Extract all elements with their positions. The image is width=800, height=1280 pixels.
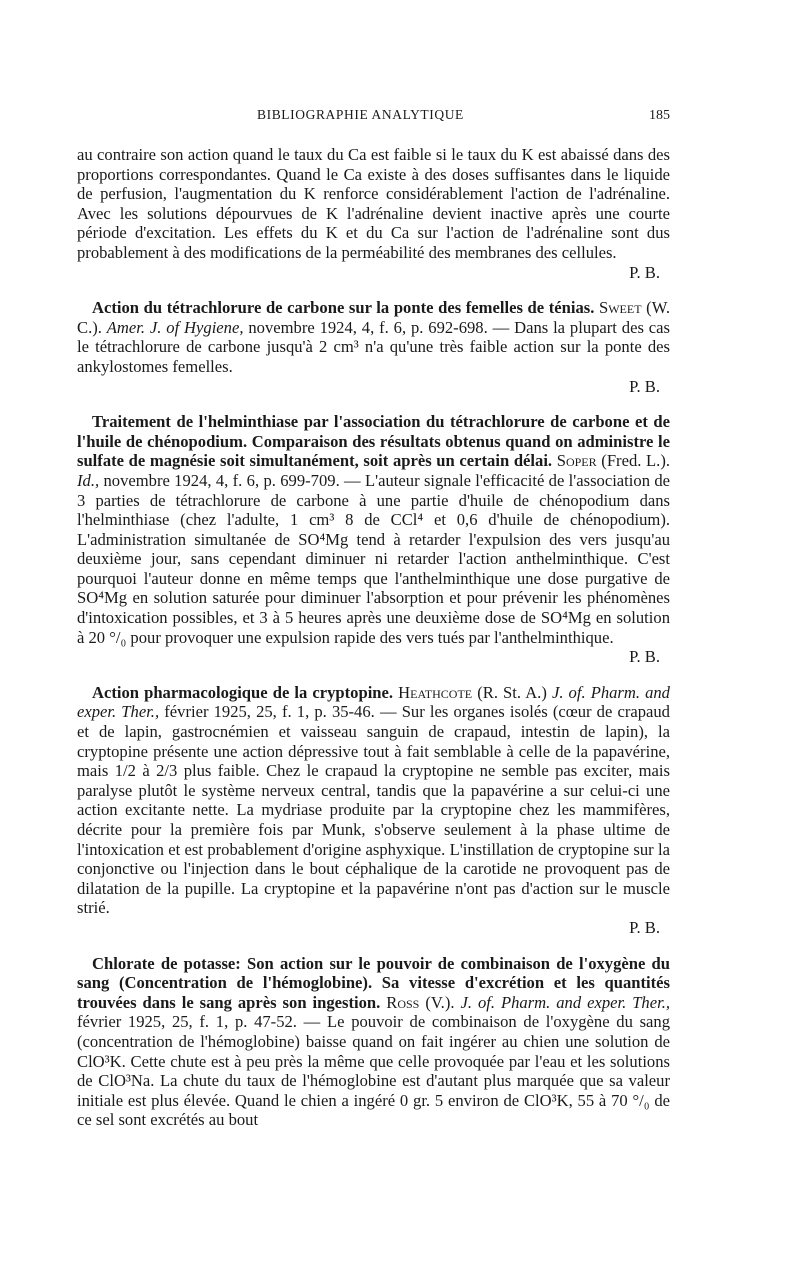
entry-body: Le pouvoir de combinaison de l'oxygène du sang (concentration de l'hémoglobine) baisse quand on fait ingérer au chien une solution de ClO³K. Cette chute est à peu près la même que celle provoquée par l'eau et les solutions de ClO³Na. La chute du taux de l'hémoglobine est d'autant plus marquée que sa valeur initiale est plus élevée. Quand le chien a ingéré 0 gr. 5 environ de ClO³K, 55 à 70 °/₀ de ce sel sont excrétés au bout — [77, 1012, 670, 1130]
entry-journal: J. of. Pharm. and exper. Ther., — [460, 992, 671, 1012]
continuation-signature: P. B. — [629, 262, 660, 282]
entry-text — [77, 954, 670, 1130]
entry-title: Chlorate de potasse: Son action sur le pouvoir de combinaison de l'oxygène du sang (Concentration de l'hémoglobine). Sa vitesse d'excrétion et les quantités trouvées dans le sang après son ingestion. — [77, 953, 670, 1012]
continuation-paragraph — [77, 145, 670, 282]
entry-author: Soper — [556, 451, 597, 471]
entry-author-initials: (Fred. L.). — [601, 451, 670, 471]
entry-author: Heathcote — [398, 682, 473, 702]
entry-title: Traitement de l'helminthiase par l'association du tétrachlorure de carbone et de l'huile de chénopodium. Comparaison des résultats obtenus quand on administre le sulfate de magnésie soit simultanément, soit après un certain délai. — [77, 412, 670, 471]
running-title: BIBLIOGRAPHIE ANALYTIQUE — [257, 107, 464, 122]
entry-signature: P. B. — [629, 917, 660, 937]
entry-journal: J. of. Pharm. and exper. Ther., — [77, 682, 670, 722]
entry-journal: Amer. J. of Hygiene, — [106, 317, 244, 337]
entry-journal: Id., — [77, 470, 100, 490]
entry-text — [77, 298, 670, 376]
continuation-text: au contraire son action quand le taux du Ca est faible si le taux du K est abaissé dans des proportions correspondantes. Quand le Ca existe à des doses suffisantes dans le liquide de perfusion, l'augmentation du K renforce considérablement l'action de l'adrénaline. Avec les solutions dépourvues de K l'adrénaline devient inactive après une courte période d'excitation. Les effets du K et du Ca sur l'action de l'adrénaline sont dus probablement à des modifications de la perméabilité des membranes des cellules. — [77, 145, 670, 262]
entry-title: Action pharmacologique de la cryptopine. — [92, 682, 394, 702]
page-number: 185 — [649, 108, 670, 123]
entry-author: Sweet — [599, 298, 642, 318]
entry-title: Action du tétrachlorure de carbone sur la ponte des femelles de ténias. — [92, 298, 595, 318]
entry-body: L'auteur signale l'efficacité de l'association de 3 parties de tétrachlorure de carbone à une partie d'huile de chénopodium dans l'helminthiase (chez l'adulte, 1 cm³ 8 de CCl⁴ et 0,6 d'huile de chénopodium). L'administration simultanée de SO⁴Mg tend à retarder l'expulsion des vers jusqu'au deuxième jour, sans cependant diminuer ni retarder l'action anthelminthique. C'est pourquoi l'auteur donne en même temps que l'anthelminthique une dose purgative de SO⁴Mg en solution saturée pour diminuer l'absorption et pour prévenir les phénomènes d'intoxication possibles, et 3 à 5 heures après une deuxième dose de SO⁴Mg en solution à 20 °/₀ pour provoquer une expulsion rapide des vers tués par l'anthelminthique. — [77, 470, 670, 647]
entry-body: Dans la plupart des cas le tétrachlorure de carbone jusqu'à 2 cm³ n'a qu'une très faible action sur la ponte des ankylostomes femelles. — [77, 317, 670, 376]
bibliography-entry — [77, 683, 670, 938]
entry-author: Ross — [386, 992, 420, 1012]
entry-author-initials: (V.). — [425, 992, 455, 1012]
bibliography-entry — [77, 298, 670, 396]
bibliography-entry — [77, 954, 670, 1130]
entry-reference: novembre 1924, 4, f. 6, p. 692-698. — — [248, 317, 510, 337]
entry-text — [77, 412, 670, 647]
page-content — [77, 145, 670, 1130]
entry-reference: février 1925, 25, f. 1, p. 47-52. — — [77, 1012, 321, 1032]
entry-signature: P. B. — [629, 647, 660, 667]
entry-reference: novembre 1924, 4, f. 6, p. 699-709. — — [103, 470, 361, 490]
running-header — [77, 0, 670, 133]
entry-author-initials: (W. C.). — [77, 298, 670, 337]
entry-signature: P. B. — [629, 376, 660, 396]
entry-text — [77, 683, 670, 918]
entry-reference: février 1925, 25, f. 1, p. 35-46. — — [164, 702, 397, 722]
entry-body: Sur les organes isolés (cœur de crapaud et de lapin, gastrocnémien et vaisseau sanguin de crapaud, intestin de lapin), la cryptopine présente une action dépressive tout à fait semblable à celle de la papavérine, mais 1/2 à 2/3 plus faible. Chez le crapaud la cryptopine ne semble pas exciter, mais paralyse plutôt le système nerveux central, tandis que la papavérine a sur celui-ci une action excitante nette. La mydriase produite par la cryptopine chez les mammifères, décrite pour la première fois par Munk, s'observe seulement à la phase ultime de l'intoxication et est probablement d'origine asphyxique. L'instillation de cryptopine sur la conjonctive ou l'injection dans le bout céphalique de la carotide ne provoquent pas de dilatation de la pupille. La cryptopine et la papavérine n'ont pas d'action sur le muscle strié. — [77, 702, 670, 918]
bibliography-entry — [77, 412, 670, 667]
entry-author-initials: (R. St. A.) — [477, 682, 547, 702]
